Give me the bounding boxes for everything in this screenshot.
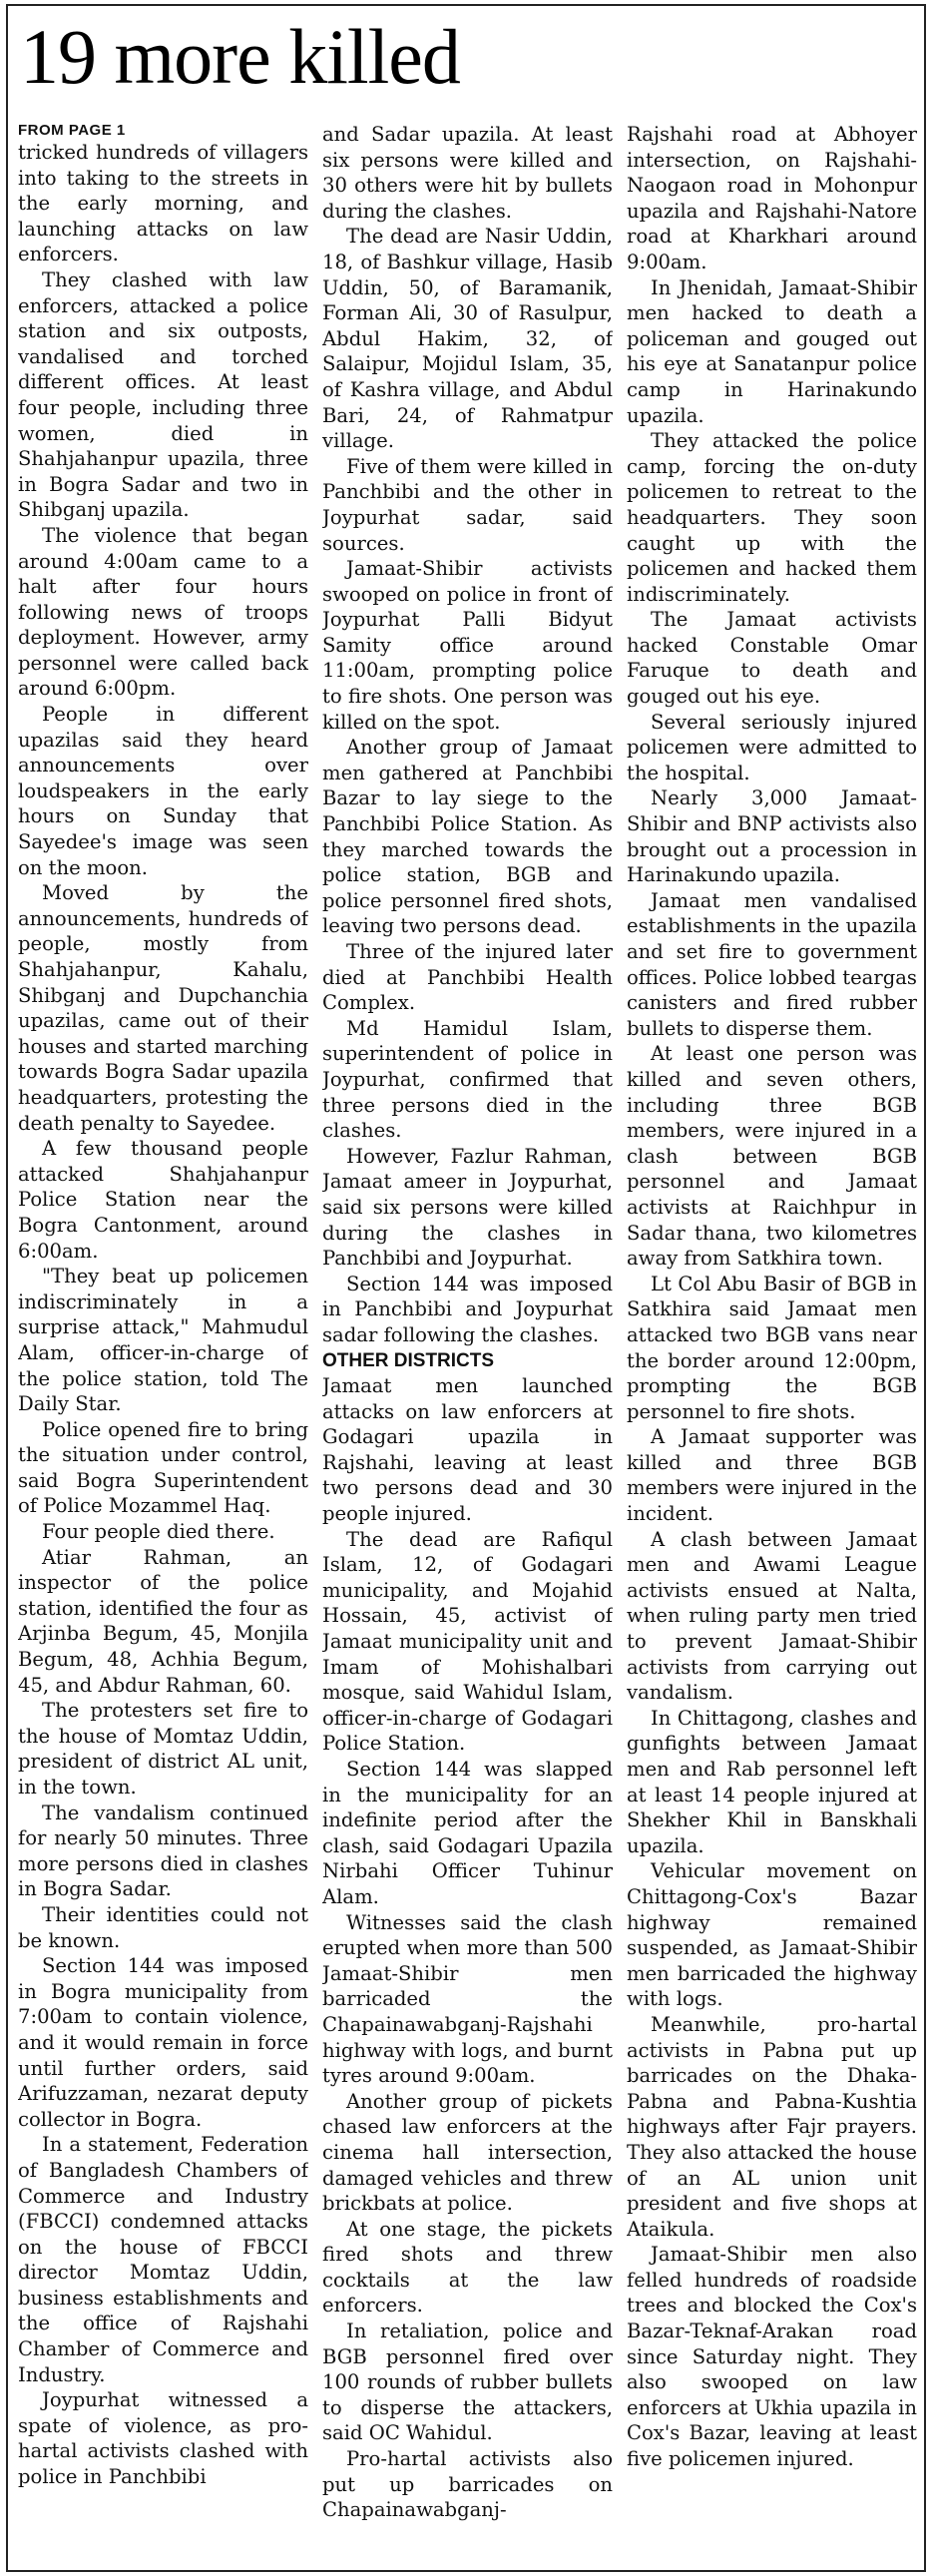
paragraph: Jamaat men vandalised establishments in the upazila and set fire to government offices. Police lobbed teargas canisters and fired rubber bullets to disperse them.	[627, 888, 917, 1040]
paragraph: Police opened fire to bring the situation under control, said Bogra Superintendent of Police Mozammel Haq.	[18, 1417, 308, 1518]
paragraph: They attacked the police camp, forcing the on-duty policemen to retreat to the headquarters. They soon caught up with the policemen and hacked them indiscriminately.	[627, 429, 917, 606]
paragraph: and Sadar upazila. At least six persons were killed and 30 others were hit by bullets during the clashes.	[322, 123, 613, 223]
paragraph: Vehicular movement on Chittagong-Cox's Bazar highway remained suspended, as Jamaat-Shibir men barricaded the highway with logs.	[627, 1859, 917, 2011]
paragraph: Joypurhat witnessed a spate of violence, as pro-hartal activists clashed with police in Panchbibi	[18, 2388, 308, 2489]
paragraph: Lt Col Abu Basir of BGB in Satkhira said Jamaat men attacked two BGB vans near the border around 12:00pm, prompting the BGB personnel to fire shots.	[627, 1272, 917, 1423]
paragraph: They clashed with law enforcers, attacked a police station and six outposts, vandalised and torched different offices. At least four people, including three women, died in Shahjahanpur upazila, three in Bogra Sadar and two in Shibganj upazila.	[18, 267, 308, 522]
paragraph: Another group of pickets chased law enforcers at the cinema hall intersection, damaged vehicles and threw brickbats at police.	[322, 2089, 613, 2216]
kicker: FROM PAGE 1	[18, 122, 126, 139]
column-2	[322, 122, 613, 2565]
paragraph: Several seriously injured policemen were admitted to the hospital.	[627, 710, 917, 784]
paragraph: People in different upazilas said they heard announcements over loudspeakers in the early hours on Sunday that Sayedee's image was seen on the moon.	[18, 703, 308, 879]
paragraph: The dead are Rafiqul Islam, 12, of Godagari municipality, and Mojahid Hossain, 45, activist of Jamaat municipality unit and Imam of Mohishalbari mosque, said Wahidul Islam, officer-in-charge of Godagari Police Station.	[322, 1527, 613, 1756]
paragraph: Section 144 was slapped in the municipality for an indefinite period after the clash, said Godagari Upazila Nirbahi Officer Tuhinur Alam.	[322, 1758, 613, 1908]
paragraph: However, Fazlur Rahman, Jamaat ameer in Joypurhat, said six persons were killed during the clashes in Panchbibi and Joypurhat.	[322, 1144, 613, 1271]
paragraph: Section 144 was imposed in Bogra municipality from 7:00am to contain violence, and it would remain in force until further orders, said Arifuzzaman, nezarat deputy collector in Bogra.	[18, 1954, 308, 2131]
article-body	[18, 122, 918, 2565]
paragraph: In Chittagong, clashes and gunfights between Jamaat men and Rab personnel left at least 14 people injured at Shekher Khil in Banskhali upazila.	[627, 1706, 917, 1857]
paragraph: At least one person was killed and seven others, including three BGB members, were injured in a clash between BGB personnel and Jamaat activists at Raichhpur in Sadar thana, two kilometres away from Satkhira town.	[627, 1042, 917, 1271]
paragraph: A Jamaat supporter was killed and three BGB members were injured in the incident.	[627, 1425, 917, 1526]
column-3	[627, 122, 917, 2565]
paragraph: Another group of Jamaat men gathered at Panchbibi Bazar to lay siege to the Panchbibi Police Station. As they marched towards the police station, BGB and police personnel fired shots, leaving two persons dead.	[322, 736, 613, 938]
paragraph: A few thousand people attacked Shahjahanpur Police Station near the Bogra Cantonment, around 6:00am.	[18, 1137, 308, 1263]
subhead-other-districts: OTHER DISTRICTS	[322, 1349, 495, 1371]
paragraph: Witnesses said the clash erupted when more than 500 Jamaat-Shibir men barricaded the Chapainawabganj-Rajshahi highway with logs, and burnt tyres around 9:00am.	[322, 1910, 613, 2088]
paragraph: Pro-hartal activists also put up barricades on Chapainawabganj-	[322, 2447, 613, 2522]
paragraph: Jamaat-Shibir activists swooped on police in front of Joypurhat Palli Bidyut Samity office around 11:00am, prompting police to fire shots. One person was killed on the spot.	[322, 557, 613, 734]
paragraph: Their identities could not be known.	[18, 1902, 308, 1952]
headline: 19 more killed	[20, 13, 460, 100]
paragraph: The vandalism continued for nearly 50 minutes. Three more persons died in clashes in Bogra Sadar.	[18, 1801, 308, 1901]
paragraph: Rajshahi road at Abhoyer intersection, on Rajshahi-Naogaon road in Mohonpur upazila and Rajshahi-Natore road at Kharkhari around 9:00am.	[627, 123, 917, 273]
paragraph: tricked hundreds of villagers into taking to the streets in the early morning, and launching attacks on law enforcers.	[18, 141, 308, 266]
paragraph: Three of the injured later died at Panchbibi Health Complex.	[322, 940, 613, 1015]
paragraph: The violence that began around 4:00am came to a halt after four hours following news of troops deployment. However, army personnel were called back around 6:00pm.	[18, 523, 308, 701]
column-1	[18, 122, 308, 2565]
paragraph: A clash between Jamaat men and Awami League activists ensued at Nalta, when ruling party men tried to prevent Jamaat-Shibir activists from carrying out vandalism.	[627, 1527, 917, 1705]
paragraph: At one stage, the pickets fired shots and threw cocktails at the law enforcers.	[322, 2217, 613, 2318]
paragraph: Meanwhile, pro-hartal activists in Pabna put up barricades on the Dhaka-Pabna and Pabna-Kushtia highways after Fajr prayers. They also attacked the house of an AL union unit president and five shops at Ataikula.	[627, 2012, 917, 2241]
paragraph: In retaliation, police and BGB personnel fired over 100 rounds of rubber bullets to disperse the attackers, said OC Wahidul.	[322, 2319, 613, 2445]
paragraph: In a statement, Federation of Bangladesh Chambers of Commerce and Industry (FBCCI) condemned attacks on the house of FBCCI director Momtaz Uddin, business establishments and the office of Rajshahi Chamber of Commerce and Industry.	[18, 2133, 308, 2386]
paragraph: Five of them were killed in Panchbibi and the other in Joypurhat sadar, said sources.	[322, 454, 613, 555]
paragraph: Jamaat-Shibir men also felled hundreds of roadside trees and blocked the Cox's Bazar-Teknaf-Arakan road since Saturday night. They also swooped on law enforcers at Ukhia upazila in Cox's Bazar, leaving at least five policemen injured.	[627, 2243, 917, 2471]
paragraph: Atiar Rahman, an inspector of the police station, identified the four as Arjinba Begum, 45, Monjila Begum, 48, Achhia Begum, 45, and Abdur Rahman, 60.	[18, 1545, 308, 1697]
paragraph: Md Hamidul Islam, superintendent of police in Joypurhat, confirmed that three persons died in the clashes.	[322, 1016, 613, 1143]
paragraph: "They beat up policemen indiscriminately in a surprise attack," Mahmudul Alam, officer-in-charge of the police station, told The Daily Star.	[18, 1265, 308, 1416]
paragraph: The dead are Nasir Uddin, 18, of Bashkur village, Hasib Uddin, 50, of Baramanik, Forman Ali, 30 of Rasulpur, Abdul Hakim, 32, of Salaipur, Mojidul Islam, 35, of Kashra village, and Abdul Bari, 24, of Rahmatpur village.	[322, 225, 613, 453]
paragraph: The Jamaat activists hacked Constable Omar Faruque to death and gouged out his eye.	[627, 608, 917, 709]
paragraph: The protesters set fire to the house of Momtaz Uddin, president of district AL unit, in the town.	[18, 1699, 308, 1799]
paragraph: Four people died there.	[42, 1520, 275, 1544]
paragraph: Jamaat men launched attacks on law enforcers at Godagari upazila in Rajshahi, leaving at least two persons dead and 30 people injured.	[322, 1374, 613, 1526]
paragraph: In Jhenidah, Jamaat-Shibir men hacked to death a policeman and gouged out his eye at Sanatanpur police camp in Harinakundo upazila.	[627, 275, 917, 427]
paragraph: Section 144 was imposed in Panchbibi and Joypurhat sadar following the clashes.	[322, 1272, 613, 1346]
paragraph: Moved by the announcements, hundreds of people, mostly from Shahjahanpur, Kahalu, Shibganj and Dupchanchia upazilas, came out of their houses and started marching towards Bogra Sadar upazila headquarters, protesting the death penalty to Sayedee.	[18, 881, 308, 1135]
paragraph: Nearly 3,000 Jamaat-Shibir and BNP activists also brought out a procession in Harinakundo upazila.	[627, 786, 917, 887]
